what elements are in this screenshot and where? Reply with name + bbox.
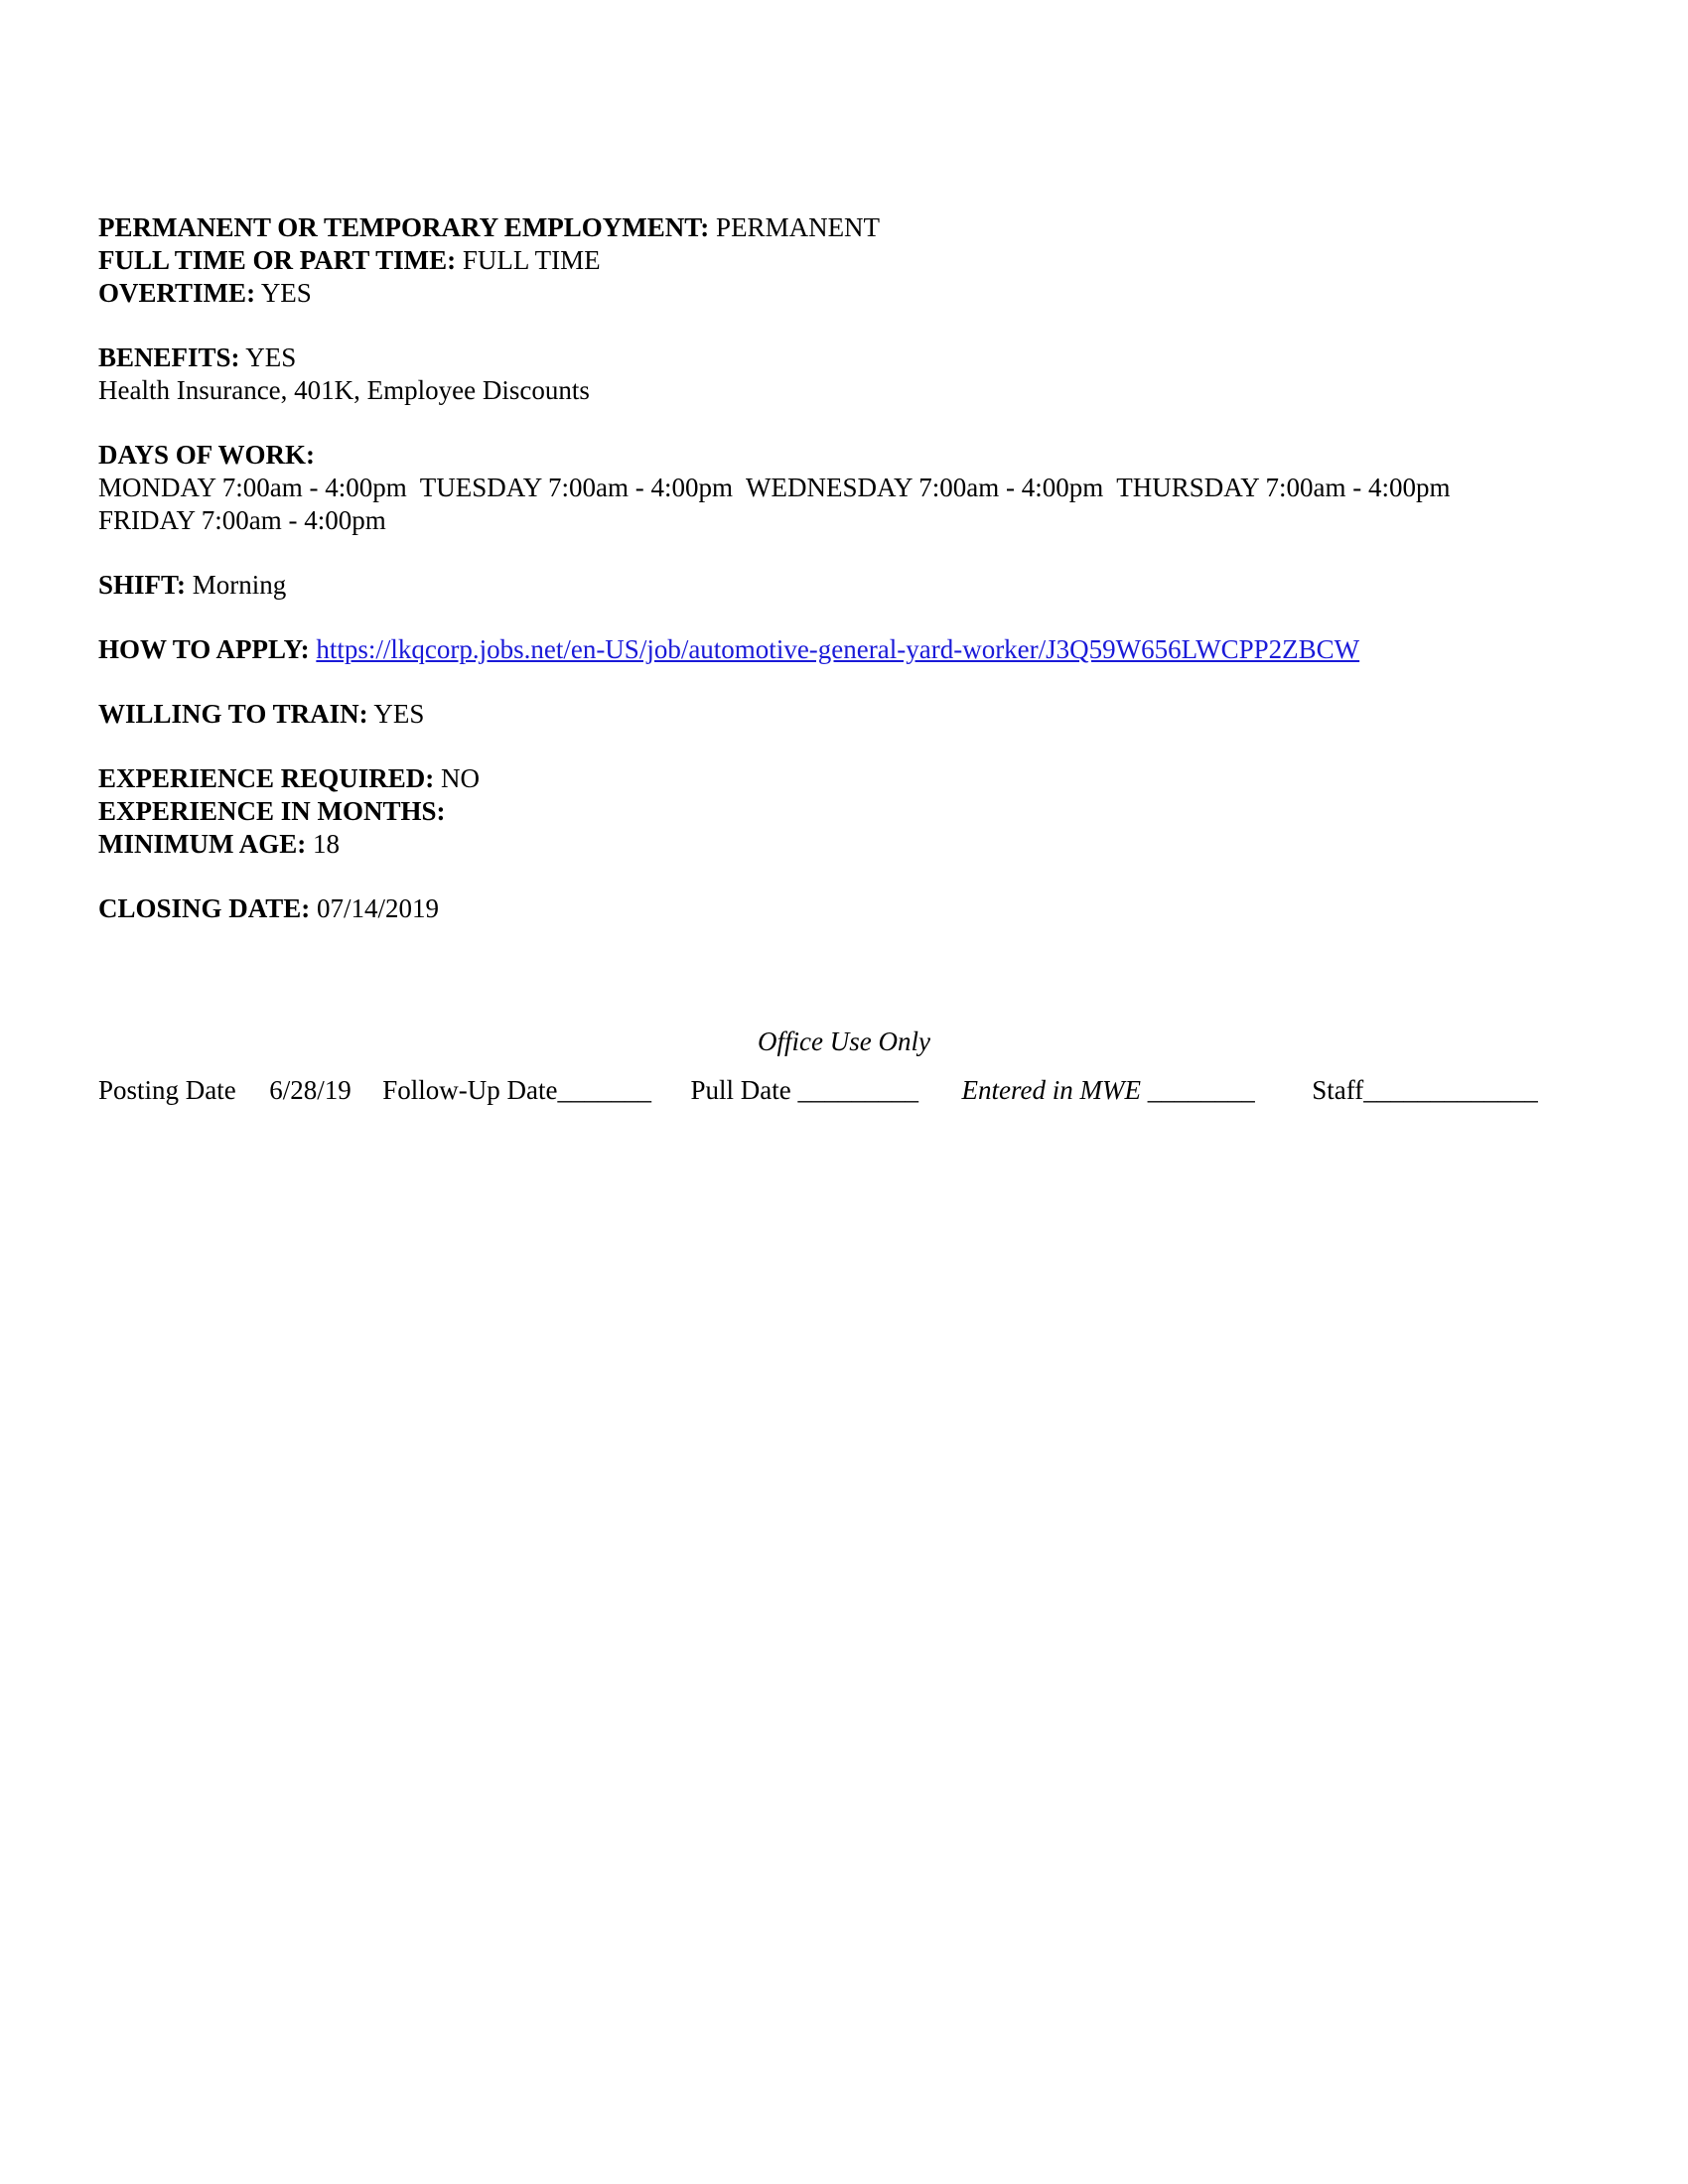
minimum-age-line [98, 828, 1588, 861]
overtime-line [98, 277, 1588, 310]
how-to-apply-label: HOW TO APPLY: [98, 634, 310, 664]
experience-months-label: EXPERIENCE IN MONTHS: [98, 796, 446, 826]
how-to-apply-line [98, 633, 1588, 666]
experience-required-value: NO [441, 763, 481, 793]
minimum-age-value: 18 [312, 829, 340, 859]
pull-date-label: Pull Date _________ [690, 1075, 918, 1105]
days-of-work-label-line [98, 439, 1588, 472]
overtime-value: YES [260, 278, 312, 308]
employment-hours-value: FULL TIME [462, 245, 601, 275]
employment-type-value: PERMANENT [716, 212, 881, 242]
experience-required-line [98, 762, 1588, 795]
experience-required-label: EXPERIENCE REQUIRED: [98, 763, 435, 793]
minimum-age-label: MINIMUM AGE: [98, 829, 307, 859]
closing-date-line [98, 892, 1588, 925]
shift-label: SHIFT: [98, 570, 187, 600]
benefits-line [98, 341, 1588, 374]
experience-months-line [98, 795, 1588, 828]
shift-value: Morning [192, 570, 287, 600]
overtime-label: OVERTIME: [98, 278, 256, 308]
closing-date-value: 07/14/2019 [317, 893, 440, 923]
job-posting-details [98, 211, 1588, 925]
entered-in-mwe-blank: ________ [1147, 1075, 1255, 1105]
willing-to-train-label: WILLING TO TRAIN: [98, 699, 368, 729]
staff-label: Staff_____________ [1312, 1075, 1538, 1105]
benefits-details: Health Insurance, 401K, Employee Discounts [98, 375, 590, 405]
entered-in-mwe-label: Entered in MWE [961, 1075, 1141, 1105]
follow-up-date-label: Follow-Up Date_______ [382, 1075, 651, 1105]
benefits-value: YES [245, 342, 297, 372]
posting-date-label: Posting Date [98, 1075, 236, 1105]
apply-link[interactable]: https://lkqcorp.jobs.net/en-US/job/automotive-general-yard-worker/J3Q59W656LWCPP2ZBCW [316, 634, 1360, 664]
shift-line [98, 569, 1588, 602]
employment-hours-label: FULL TIME OR PART TIME: [98, 245, 457, 275]
employment-hours-line [98, 244, 1588, 277]
office-use-title: Office Use Only [758, 1026, 930, 1056]
employment-type-label: PERMANENT OR TEMPORARY EMPLOYMENT: [98, 212, 710, 242]
posting-date-value: 6/28/19 [269, 1075, 352, 1105]
closing-date-label: CLOSING DATE: [98, 893, 311, 923]
days-of-work-label: DAYS OF WORK: [98, 440, 316, 470]
willing-to-train-value: YES [373, 699, 425, 729]
employment-type-line [98, 211, 1588, 244]
benefits-label: BENEFITS: [98, 342, 240, 372]
willing-to-train-line [98, 698, 1588, 731]
office-use-row [98, 1074, 1538, 1107]
days-of-work-schedule-1: MONDAY 7:00am - 4:00pm TUESDAY 7:00am - 4:00pm WEDNESDAY 7:00am - 4:00pm THURSDAY 7:00am - 4:00pm [98, 473, 1451, 502]
days-of-work-schedule-2: FRIDAY 7:00am - 4:00pm [98, 505, 386, 535]
